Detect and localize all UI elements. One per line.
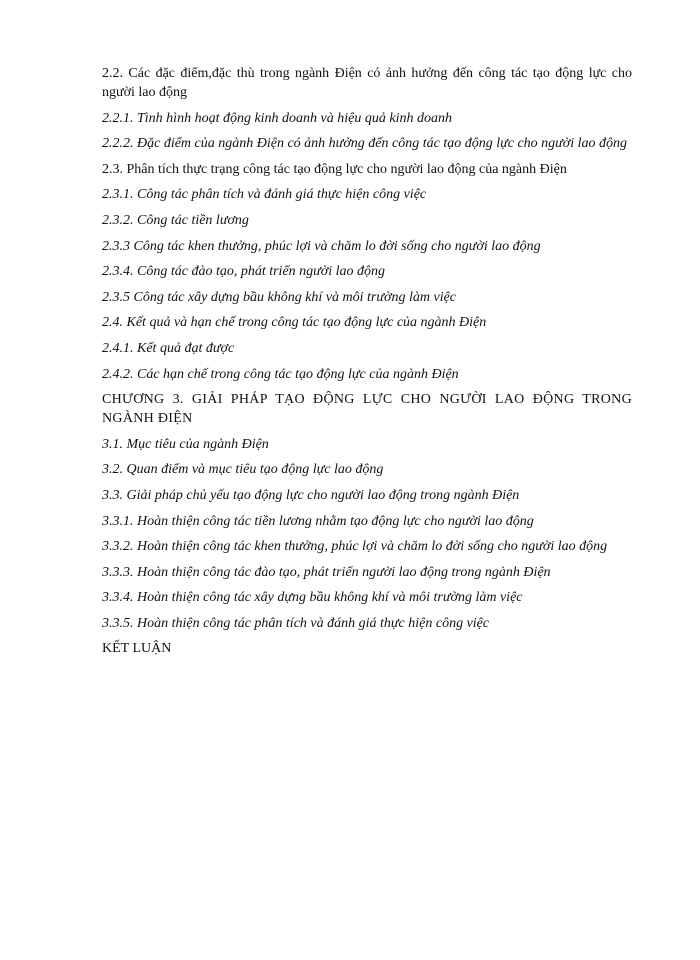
toc-entry-3-3-1: 3.3.1. Hoàn thiện công tác tiền lương nhằm tạo động lực cho người lao động [102,513,534,529]
toc-entry-2-2-2: 2.2.2. Đặc điểm của ngành Điện có ảnh hưởng đến công tác tạo động lực cho người lao động [102,136,628,152]
document-page [102,64,632,665]
toc-entry-2-3-3: 2.3.3 Công tác khen thưởng, phúc lợi và chăm lo đời sống cho người lao động [102,238,541,254]
toc-entry-conclusion: KẾT LUẬN [102,641,172,657]
toc-entry-3-2: 3.2. Quan điểm và mục tiêu tạo động lực lao động [102,462,384,478]
toc-entry-2-3-5: 2.3.5 Công tác xây dựng bầu không khí và môi trường làm việc [102,289,457,305]
toc-entry-3-3: 3.3. Giải pháp chủ yếu tạo động lực cho người lao động trong ngành Điện [102,487,520,503]
toc-entry-3-1: 3.1. Mục tiêu của ngành Điện [102,436,269,452]
toc-entry-3-3-2: 3.3.2. Hoàn thiện công tác khen thưởng, phúc lợi và chăm lo đời sống cho người lao động [102,539,608,555]
toc-entry-3-3-4: 3.3.4. Hoàn thiện công tác xây dựng bầu không khí và môi trường làm việc [102,590,523,606]
toc-entry-2-4-2: 2.4.2. Các hạn chế trong công tác tạo động lực của ngành Điện [102,366,459,382]
toc-entry-2-2: 2.2. Các đặc điểm,đặc thù trong ngành Điện có ảnh hưởng đến công tác tạo động lực cho người lao động [102,66,632,100]
toc-entry-chapter-3: CHƯƠNG 3. GIẢI PHÁP TẠO ĐỘNG LỰC CHO NGƯỜI LAO ĐỘNG TRONG NGÀNH ĐIỆN [102,392,632,427]
toc-entry-2-2-1: 2.2.1. Tình hình hoạt động kinh doanh và hiệu quả kinh doanh [102,110,452,126]
toc-entry-2-3-2: 2.3.2. Công tác tiền lương [102,212,249,228]
toc-entry-3-3-5: 3.3.5. Hoàn thiện công tác phân tích và đánh giá thực hiện công việc [102,615,490,631]
toc-entry-2-4-1: 2.4.1. Kết quả đạt được [102,340,235,356]
toc-entry-2-3-4: 2.3.4. Công tác đào tạo, phát triển người lao động [102,264,386,280]
toc-entry-2-3-1: 2.3.1. Công tác phân tích và đánh giá thực hiện công việc [102,187,427,203]
toc-entry-3-3-3: 3.3.3. Hoàn thiện công tác đào tạo, phát triển người lao động trong ngành Điện [102,564,551,580]
toc-entry-2-3: 2.3. Phân tích thực trạng công tác tạo động lực cho người lao động của ngành Điện [102,161,567,177]
toc-entry-2-4: 2.4. Kết quả và hạn chế trong công tác tạo động lực của ngành Điện [102,315,487,331]
